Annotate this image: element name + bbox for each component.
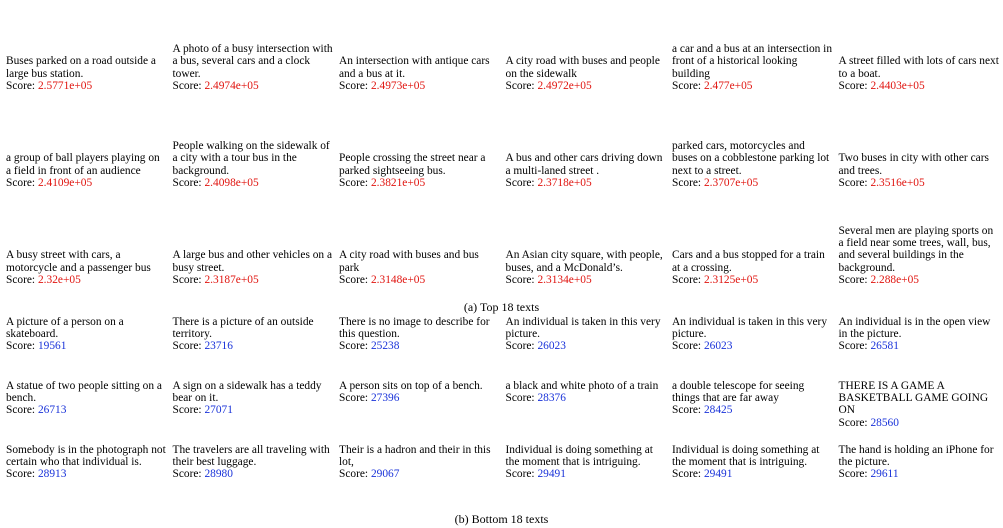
bottom-texts-panel — [0, 316, 1003, 512]
score-line — [339, 80, 500, 92]
score-label: Score: — [172, 404, 202, 417]
score-line — [6, 274, 167, 286]
score-value: 26023 — [537, 340, 566, 353]
text-entry — [666, 194, 833, 286]
text-entry — [0, 0, 167, 92]
entry-caption-text: People walking on the sidewalk of a city with a tour bus in the background. — [172, 140, 330, 177]
entry-caption-text: A street filled with lots of cars next to a boat. — [838, 55, 999, 80]
score-value: 2.4973e+05 — [370, 79, 426, 92]
score-value: 2.4403e+05 — [870, 79, 925, 92]
score-value: 2.3707e+05 — [703, 176, 759, 189]
score-label: Score: — [172, 468, 202, 481]
entry-caption-text: A bus and other cars driving down a multi-laned street . — [505, 152, 663, 177]
text-entry — [500, 444, 667, 504]
entry-caption-text: The travelers are all traveling with their best luggage. — [172, 444, 330, 469]
entry-caption-text: a car and a bus at an intersection in front of a historical looking building — [672, 43, 833, 80]
entry-caption-text: Individual is doing something at the moment that is intriguing. — [505, 444, 653, 469]
score-label: Score: — [6, 79, 36, 92]
text-entry — [0, 97, 167, 189]
text-entry — [167, 0, 334, 92]
score-label: Score: — [6, 176, 36, 189]
score-value: 29611 — [870, 468, 899, 481]
entry-caption-text: Their is a hadron and their in this lot, — [339, 444, 491, 469]
score-line — [339, 340, 500, 352]
score-line — [672, 177, 833, 189]
score-label: Score: — [172, 79, 202, 92]
entry-caption-text: a group of ball players playing on a field in front of an audience — [6, 152, 160, 177]
score-label: Score: — [672, 273, 702, 286]
score-label: Score: — [172, 176, 202, 189]
score-line — [339, 392, 500, 404]
entry-caption-text: An individual is in the open view in the picture. — [838, 316, 991, 341]
score-value: 28980 — [204, 468, 233, 481]
score-label: Score: — [838, 176, 868, 189]
score-value: 29491 — [703, 468, 733, 481]
entry-caption-text: Individual is doing something at the moment that is intriguing. — [672, 444, 820, 469]
score-value: 27396 — [370, 392, 400, 405]
score-label: Score: — [672, 404, 702, 417]
text-entry — [500, 0, 667, 92]
score-label: Score: — [505, 273, 535, 286]
text-entry — [500, 380, 667, 440]
entry-caption-text: A person sits on top of a bench. — [339, 380, 483, 392]
score-value: 2.477e+05 — [703, 79, 753, 92]
score-label: Score: — [672, 176, 702, 189]
text-entry — [833, 97, 1000, 189]
score-line — [173, 468, 334, 480]
score-value: 2.4972e+05 — [537, 79, 592, 92]
text-entry — [833, 316, 1000, 376]
score-value: 27071 — [204, 404, 233, 417]
bottom-texts-caption: (b) Bottom 18 texts — [454, 512, 549, 526]
score-value: 23716 — [204, 340, 233, 353]
text-entry — [167, 380, 334, 440]
score-value: 26713 — [37, 404, 67, 417]
score-line — [506, 392, 667, 404]
score-label: Score: — [172, 273, 202, 286]
score-label: Score: — [339, 340, 369, 353]
score-value: 26581 — [870, 340, 899, 353]
score-label: Score: — [6, 340, 36, 353]
entry-caption-text: A city road with buses and people on the sidewalk — [505, 55, 660, 80]
score-line — [339, 177, 500, 189]
text-entry — [833, 444, 1000, 504]
score-line — [173, 274, 334, 286]
score-line — [339, 274, 500, 286]
score-line — [839, 274, 1000, 286]
text-entry — [500, 316, 667, 376]
text-entry — [333, 380, 500, 440]
score-label: Score: — [672, 468, 702, 481]
score-line — [173, 404, 334, 416]
score-line — [6, 404, 167, 416]
score-line — [6, 177, 167, 189]
text-entry — [0, 444, 167, 504]
score-value: 2.3134e+05 — [537, 273, 592, 286]
score-line — [839, 177, 1000, 189]
score-line — [672, 80, 833, 92]
text-entry — [666, 0, 833, 92]
entry-caption-text: a black and white photo of a train — [505, 380, 659, 392]
entry-caption-text: Somebody is in the photograph not certain who that individual is. — [6, 444, 166, 469]
score-value: 28376 — [537, 392, 566, 405]
text-entry — [833, 380, 1000, 440]
entry-caption-text: A picture of a person on a skateboard. — [6, 316, 124, 341]
text-entry — [666, 380, 833, 440]
entry-caption-text: Two buses in city with other cars and trees. — [838, 152, 989, 177]
score-line — [6, 80, 167, 92]
text-entry — [333, 97, 500, 189]
entry-caption-text: The hand is holding an iPhone for the picture. — [838, 444, 994, 469]
score-value: 2.288e+05 — [870, 273, 919, 286]
score-label: Score: — [838, 273, 868, 286]
entry-caption-text: a double telescope for seeing things that are far away — [672, 380, 805, 405]
score-value: 2.3148e+05 — [370, 273, 426, 286]
score-label: Score: — [505, 79, 535, 92]
score-line — [839, 468, 1000, 480]
entry-caption-text: Cars and a bus stopped for a train at a crossing. — [672, 249, 825, 274]
text-entry — [666, 316, 833, 376]
score-label: Score: — [6, 404, 36, 417]
score-label: Score: — [6, 273, 36, 286]
score-label: Score: — [339, 79, 369, 92]
score-line — [672, 404, 833, 416]
score-line — [6, 468, 167, 480]
score-value: 2.4974e+05 — [204, 79, 259, 92]
entry-caption-text: A large bus and other vehicles on a busy street. — [172, 249, 333, 274]
score-value: 2.3187e+05 — [204, 273, 259, 286]
score-label: Score: — [339, 468, 369, 481]
score-line — [506, 340, 667, 352]
score-line — [839, 417, 1000, 429]
score-line — [173, 340, 334, 352]
score-label: Score: — [505, 340, 535, 353]
score-label: Score: — [672, 340, 702, 353]
score-label: Score: — [672, 79, 702, 92]
score-label: Score: — [172, 340, 202, 353]
text-entry — [666, 97, 833, 189]
text-entry — [833, 194, 1000, 286]
score-label: Score: — [6, 468, 36, 481]
text-entry — [167, 97, 334, 189]
score-value: 29067 — [370, 468, 400, 481]
text-entry — [167, 194, 334, 286]
entry-caption-text: A sign on a sidewalk has a teddy bear on it. — [172, 380, 322, 405]
entry-caption-text: People crossing the street near a parked sightseeing bus. — [339, 152, 486, 177]
text-entry — [167, 316, 334, 376]
entry-caption-text: THERE IS A GAME A BASKETBALL GAME GOING ON — [838, 380, 989, 417]
score-line — [672, 340, 833, 352]
score-label: Score: — [505, 468, 535, 481]
entry-caption-text: A statue of two people sitting on a bench. — [6, 380, 162, 405]
text-entry — [167, 444, 334, 504]
text-entry — [333, 316, 500, 376]
entry-caption-text: A photo of a busy intersection with a bus, several cars and a clock tower. — [172, 43, 333, 80]
score-line — [506, 80, 667, 92]
score-line — [6, 340, 167, 352]
entry-caption-text: An individual is taken in this very picture. — [672, 316, 828, 341]
score-line — [506, 274, 667, 286]
score-line — [506, 468, 667, 480]
score-label: Score: — [505, 176, 535, 189]
score-value: 26023 — [703, 340, 733, 353]
score-line — [173, 177, 334, 189]
bottom-texts-grid — [0, 316, 1003, 504]
score-value: 25238 — [370, 340, 400, 353]
entry-caption-text: Buses parked on a road outside a large bus station. — [6, 55, 156, 80]
score-label: Score: — [339, 392, 369, 405]
score-label: Score: — [838, 340, 868, 353]
score-label: Score: — [339, 273, 369, 286]
score-value: 2.4098e+05 — [204, 176, 259, 189]
entry-caption-text: There is a picture of an outside territory. — [172, 316, 314, 341]
text-entry — [0, 316, 167, 376]
entry-caption-text: An intersection with antique cars and a bus at it. — [339, 55, 490, 80]
text-entry — [500, 194, 667, 286]
entry-caption-text: A busy street with cars, a motorcycle and a passenger bus — [6, 249, 151, 274]
score-value: 28913 — [37, 468, 67, 481]
score-label: Score: — [505, 392, 535, 405]
score-line — [339, 468, 500, 480]
score-line — [672, 274, 833, 286]
text-entry — [0, 380, 167, 440]
score-value: 19561 — [37, 340, 67, 353]
score-value: 2.3718e+05 — [537, 176, 592, 189]
score-label: Score: — [838, 468, 868, 481]
top-texts-caption: (a) Top 18 texts — [463, 300, 540, 314]
score-line — [506, 177, 667, 189]
text-entry — [0, 194, 167, 286]
score-label: Score: — [838, 416, 868, 429]
score-value: 2.3821e+05 — [370, 176, 426, 189]
entry-caption-text: An individual is taken in this very picture. — [505, 316, 661, 341]
text-entry — [666, 444, 833, 504]
score-line — [672, 468, 833, 480]
score-value: 29491 — [537, 468, 566, 481]
score-value: 2.3125e+05 — [703, 273, 759, 286]
text-entry — [333, 0, 500, 92]
entry-caption-text: parked cars, motorcycles and buses on a cobblestone parking lot next to a street. — [672, 140, 830, 177]
score-label: Score: — [339, 176, 369, 189]
score-value: 28425 — [703, 404, 733, 417]
score-label: Score: — [838, 79, 868, 92]
score-line — [839, 340, 1000, 352]
score-line — [173, 80, 334, 92]
entry-caption-text: There is no image to describe for this question. — [339, 316, 490, 341]
text-entry — [833, 0, 1000, 92]
score-value: 2.32e+05 — [37, 273, 81, 286]
score-value: 2.3516e+05 — [870, 176, 925, 189]
entry-caption-text: Several men are playing sports on a field near some trees, wall, bus, and several buildings in the background. — [838, 224, 994, 274]
score-value: 2.4109e+05 — [37, 176, 93, 189]
entry-caption-text: An Asian city square, with people, buses, and a McDonald’s. — [505, 249, 663, 274]
text-entry — [333, 444, 500, 504]
entry-caption-text: A city road with buses and bus park — [339, 249, 479, 274]
score-value: 2.5771e+05 — [37, 79, 93, 92]
score-line — [839, 80, 1000, 92]
text-entry — [500, 97, 667, 189]
text-entry — [333, 194, 500, 286]
score-value: 28560 — [870, 416, 899, 429]
